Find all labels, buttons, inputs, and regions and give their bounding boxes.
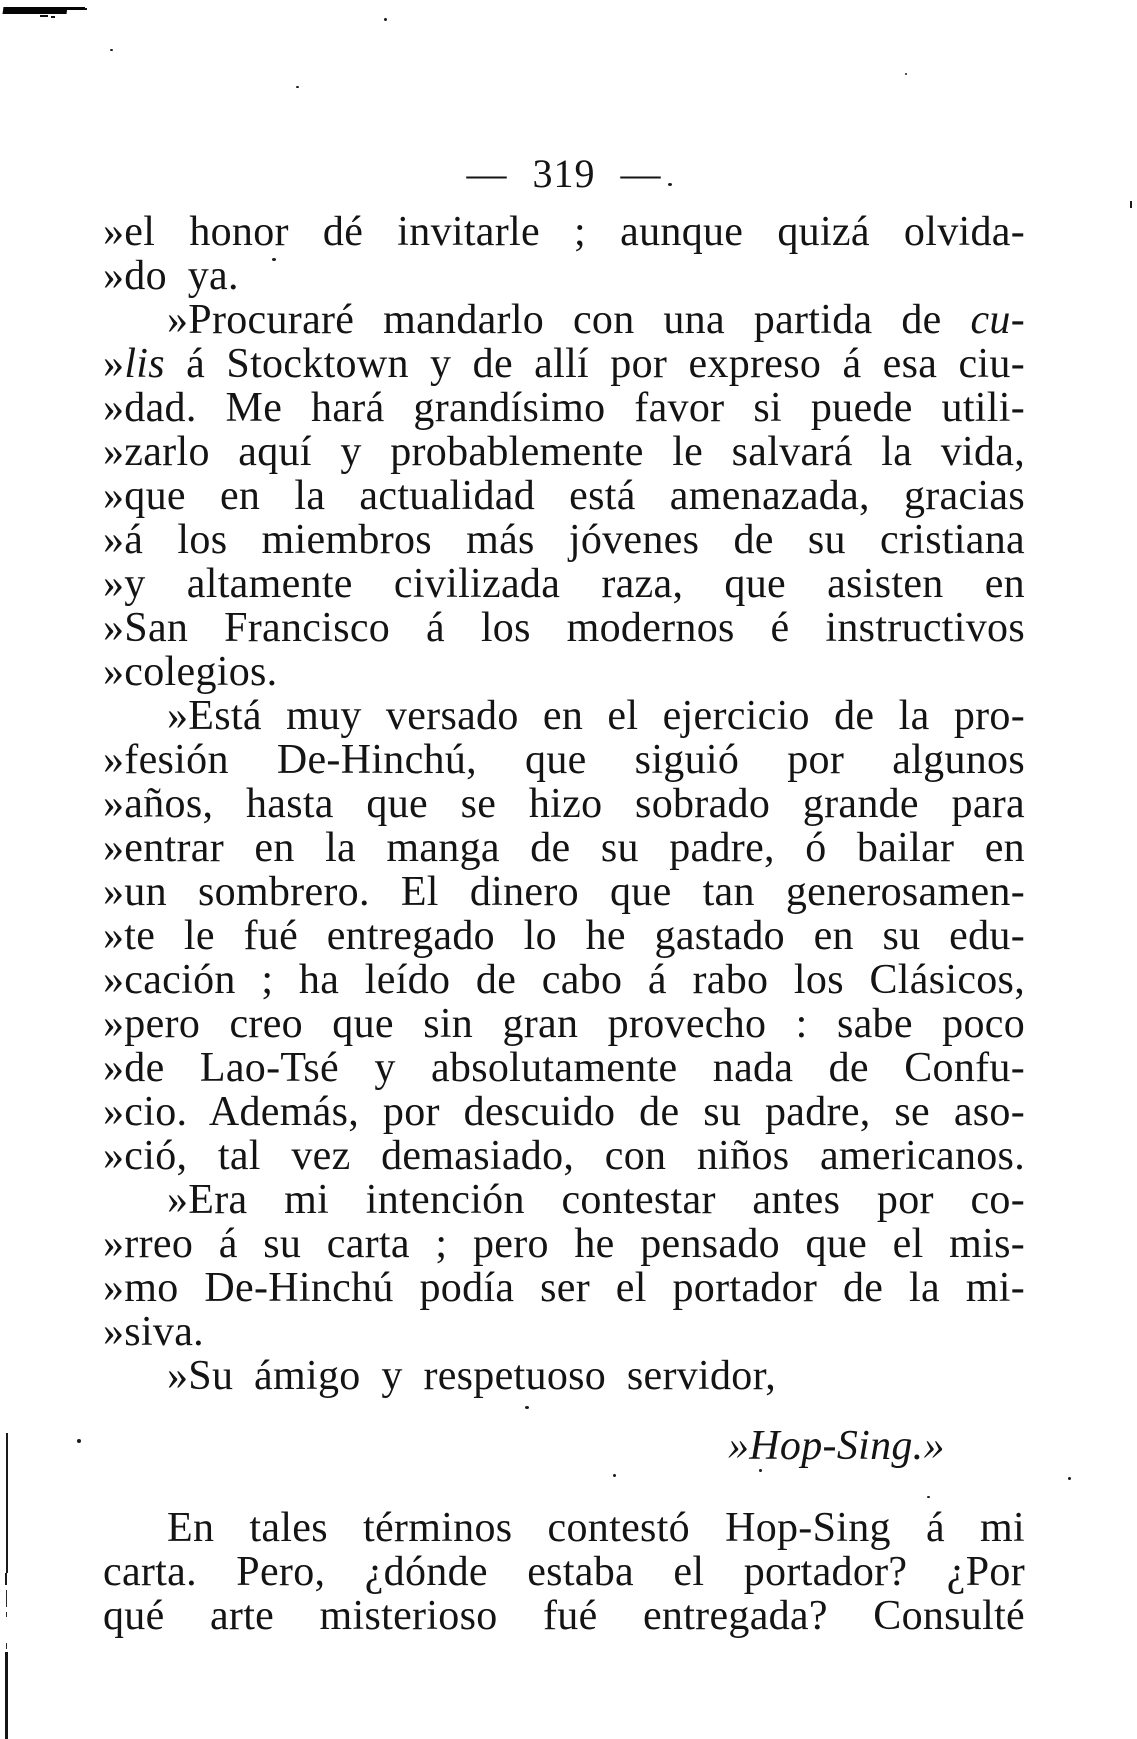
binding-line xyxy=(6,1590,7,1607)
scan-speck xyxy=(296,86,299,88)
binding-line xyxy=(5,1573,7,1585)
text-segment: En tales términos contestó Hop-Sing á mi xyxy=(167,1505,1025,1551)
text-line xyxy=(103,1090,1025,1134)
text-segment: »Está muy versado en el ejercicio de la pro- xyxy=(167,693,1025,739)
text-line xyxy=(103,474,1025,518)
text-line xyxy=(103,738,1025,782)
text-segment: »un sombrero. El dinero que tan generosamen- xyxy=(103,869,1025,915)
text-segment: »rreo á su carta ; pero he pensado que el mis- xyxy=(103,1221,1025,1267)
text-block xyxy=(103,210,1025,1638)
text-line xyxy=(103,342,1025,386)
text-line xyxy=(103,826,1025,870)
text-segment: »entrar en la manga de su padre, ó bailar en xyxy=(103,825,1025,871)
text-segment: »que en la actualidad está amenazada, gracias xyxy=(103,473,1025,519)
text-line xyxy=(103,914,1025,958)
text-line xyxy=(103,650,1025,694)
text-segment: qué arte misterioso fué entregada? Consulté xyxy=(103,1593,1025,1639)
text-line xyxy=(103,606,1025,650)
scan-speck xyxy=(905,73,907,75)
scan-speck xyxy=(1068,1477,1071,1480)
scan-speck xyxy=(384,18,387,21)
text-segment: »de Lao-Tsé y absolutamente nada de Confu- xyxy=(103,1045,1025,1091)
text-line xyxy=(103,1178,1025,1222)
text-line xyxy=(103,958,1025,1002)
text-line xyxy=(103,1594,1025,1638)
text-line xyxy=(103,1550,1025,1594)
text-segment: »pero creo que sin gran provecho : sabe poco xyxy=(103,1001,1025,1047)
text-segment: á Stocktown y de allí por expreso á esa ciu- xyxy=(164,341,1025,387)
text-segment: »cio. Además, por descuido de su padre, se aso- xyxy=(103,1089,1025,1135)
text-line xyxy=(103,1134,1025,1178)
text-line xyxy=(103,1354,1025,1398)
scan-speck xyxy=(77,1439,81,1443)
ink-speck xyxy=(84,8,87,10)
text-segment: »y altamente civilizada raza, que asisten en xyxy=(103,561,1025,607)
binding-line xyxy=(5,1652,8,1739)
text-segment: »colegios. xyxy=(103,649,278,695)
text-segment: »Su ámigo y respetuoso servidor, xyxy=(167,1353,777,1399)
scan-speck xyxy=(1130,201,1132,208)
text-line xyxy=(103,1310,1025,1354)
text-line xyxy=(103,782,1025,826)
text-segment: »siva. xyxy=(103,1309,204,1355)
text-segment: »Era mi intención contestar antes por co- xyxy=(167,1177,1025,1223)
ink-speck xyxy=(40,15,48,17)
text-segment: »ció, tal vez demasiado, con niños americanos. xyxy=(103,1133,1025,1179)
binding-line xyxy=(6,1433,8,1573)
page-number: — 319 — xyxy=(466,151,662,196)
text-line xyxy=(103,298,1025,342)
text-segment: »cación ; ha leído de cabo á rabo los Clásicos, xyxy=(103,957,1025,1003)
text-segment: »te le fué entregado lo he gastado en su edu- xyxy=(103,913,1025,959)
text-line xyxy=(103,254,1025,298)
text-segment: »el honor dé invitarle ; aunque quizá olvida- xyxy=(103,209,1025,255)
text-segment: » xyxy=(103,341,125,387)
text-segment: »mo De-Hinchú podía ser el portador de la mi- xyxy=(103,1265,1025,1311)
text-line xyxy=(103,1222,1025,1266)
text-segment: »zarlo aquí y probablemente le salvará la vida, xyxy=(103,429,1025,475)
text-segment: »fesión De-Hinchú, que siguió por algunos xyxy=(103,737,1025,783)
binding-line xyxy=(6,1612,7,1617)
text-line xyxy=(103,1046,1025,1090)
text-line xyxy=(103,1506,1025,1550)
text-segment: »San Francisco á los modernos é instructivos xyxy=(103,605,1025,651)
text-line xyxy=(103,1266,1025,1310)
text-segment: »Procuraré mandarlo con una partida de xyxy=(167,297,971,343)
italic-text: lis xyxy=(124,341,165,387)
binding-line xyxy=(6,1643,7,1649)
text-line xyxy=(103,694,1025,738)
text-line xyxy=(103,562,1025,606)
text-line xyxy=(103,1002,1025,1046)
text-line xyxy=(103,210,1025,254)
text-line xyxy=(103,870,1025,914)
signature-line xyxy=(103,1424,1025,1468)
text-line xyxy=(103,518,1025,562)
text-segment: »dad. Me hará grandísimo favor si puede utili- xyxy=(103,385,1025,431)
text-segment: »años, hasta que se hizo sobrado grande para xyxy=(103,781,1025,827)
ink-speck xyxy=(51,16,55,18)
text-line xyxy=(103,430,1025,474)
scan-speck xyxy=(110,49,113,51)
text-segment: carta. Pero, ¿dónde estaba el portador? ¿Por xyxy=(103,1549,1025,1595)
ink-smudge xyxy=(3,7,68,14)
text-line xyxy=(103,386,1025,430)
italic-text: cu- xyxy=(970,297,1025,343)
ink-smudge-tail xyxy=(65,7,85,10)
text-segment: »do ya. xyxy=(103,253,239,299)
text-segment: »á los miembros más jóvenes de su cristiana xyxy=(103,517,1025,563)
italic-text: »Hop-Sing.» xyxy=(728,1423,945,1469)
